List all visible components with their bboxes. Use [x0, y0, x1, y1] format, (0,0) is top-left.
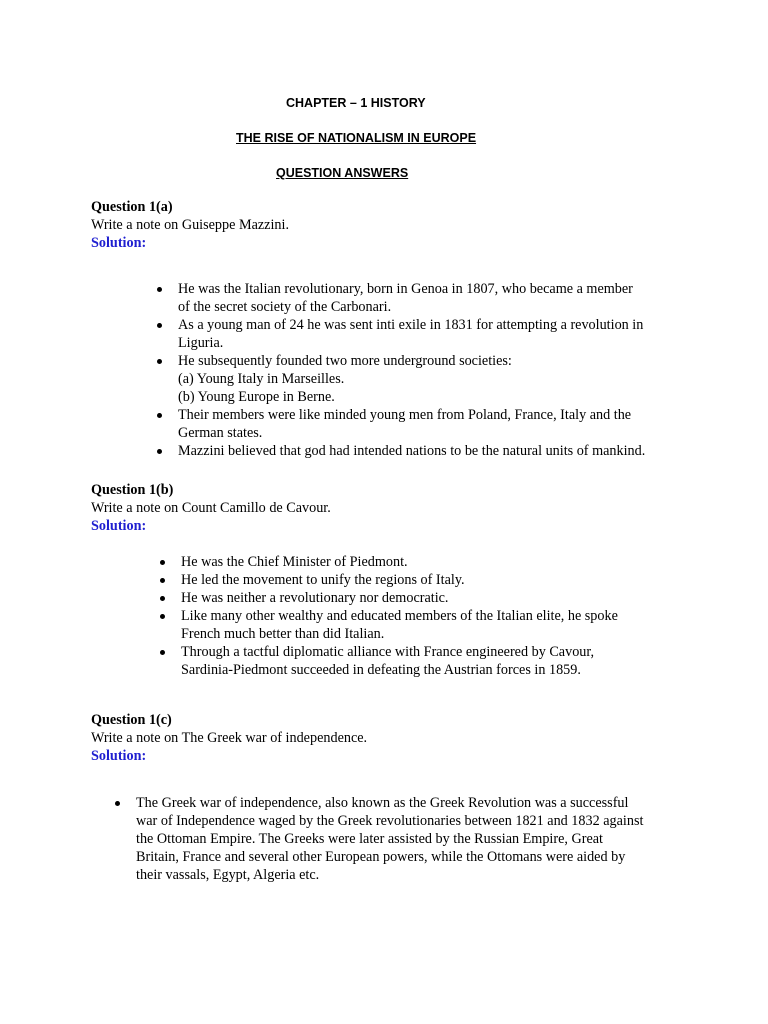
bullet-icon	[160, 650, 165, 655]
list-item	[181, 571, 618, 589]
list-item	[136, 794, 643, 884]
bullet-icon	[160, 596, 165, 601]
list-item-text: (a) Young Italy in Marseilles.	[178, 371, 345, 387]
question-1c	[91, 711, 691, 765]
bullet-icon	[157, 359, 162, 364]
solution-label: Solution:	[91, 518, 147, 534]
list-item-text: German states.	[178, 425, 263, 441]
answer-list-1b	[181, 553, 618, 679]
answer-list-1a	[178, 280, 645, 460]
list-item-text: French much better than did Italian.	[181, 626, 385, 642]
list-item-text: Sardinia-Piedmont succeeded in defeating the Austrian forces in 1859.	[181, 662, 581, 678]
list-item-text: Britain, France and several other European powers, while the Ottomans were aided by	[136, 849, 626, 865]
list-item-text: of the secret society of the Carbonari.	[178, 299, 392, 315]
list-item-text: As a young man of 24 he was sent inti exile in 1831 for attempting a revolution in	[178, 317, 644, 333]
list-item-text: the Ottoman Empire. The Greeks were later assisted by the Russian Empire, Great	[136, 831, 603, 847]
bullet-icon	[160, 560, 165, 565]
bullet-icon	[160, 578, 165, 583]
chapter-heading: CHAPTER – 1 HISTORY	[286, 96, 426, 110]
solution-label: Solution:	[91, 748, 147, 764]
list-item-text: Their members were like minded young men from Poland, France, Italy and the	[178, 407, 632, 423]
bullet-icon	[157, 323, 162, 328]
bullet-icon	[160, 614, 165, 619]
list-item-text: war of Independence waged by the Greek revolutionaries between 1821 and 1832 against	[136, 813, 644, 829]
bullet-icon	[157, 449, 162, 454]
bullet-icon	[115, 801, 120, 806]
question-prompt: Write a note on The Greek war of independence.	[91, 730, 368, 746]
question-prompt: Write a note on Guiseppe Mazzini.	[91, 217, 289, 233]
question-prompt: Write a note on Count Camillo de Cavour.	[91, 500, 331, 516]
list-item-text: Liguria.	[178, 335, 224, 351]
question-1a	[91, 198, 691, 252]
question-title: Question 1(a)	[91, 199, 173, 215]
list-item	[181, 589, 618, 607]
question-title: Question 1(b)	[91, 482, 174, 498]
list-item-text: their vassals, Egypt, Algeria etc.	[136, 867, 320, 883]
question-1b	[91, 481, 691, 535]
question-title: Question 1(c)	[91, 712, 172, 728]
list-item	[178, 442, 645, 460]
list-item-text: He was the Chief Minister of Piedmont.	[181, 554, 408, 570]
list-item	[178, 316, 645, 352]
list-item	[178, 406, 645, 442]
list-item-text: Through a tactful diplomatic alliance with France engineered by Cavour,	[181, 644, 595, 660]
list-item	[181, 607, 618, 643]
list-item-text: He was the Italian revolutionary, born in Genoa in 1807, who became a member	[178, 281, 633, 297]
list-item-text: The Greek war of independence, also known as the Greek Revolution was a successful	[136, 795, 629, 811]
list-item-text: Mazzini believed that god had intended nations to be the natural units of mankind.	[178, 443, 646, 459]
list-item-text: Like many other wealthy and educated members of the Italian elite, he spoke	[181, 608, 618, 624]
list-item-text: (b) Young Europe in Berne.	[178, 389, 335, 405]
solution-label: Solution:	[91, 235, 147, 251]
document-title: THE RISE OF NATIONALISM IN EUROPE	[236, 131, 477, 145]
list-item	[178, 280, 645, 316]
bullet-icon	[157, 287, 162, 292]
answer-list-1c	[136, 794, 643, 884]
list-item-text: He led the movement to unify the regions of Italy.	[181, 572, 465, 588]
list-item	[178, 352, 645, 406]
list-item	[181, 553, 618, 571]
list-item-text: He was neither a revolutionary nor democratic.	[181, 590, 449, 606]
list-item	[181, 643, 618, 679]
list-item-text: He subsequently founded two more underground societies:	[178, 353, 512, 369]
section-subtitle: QUESTION ANSWERS	[276, 166, 409, 180]
bullet-icon	[157, 413, 162, 418]
